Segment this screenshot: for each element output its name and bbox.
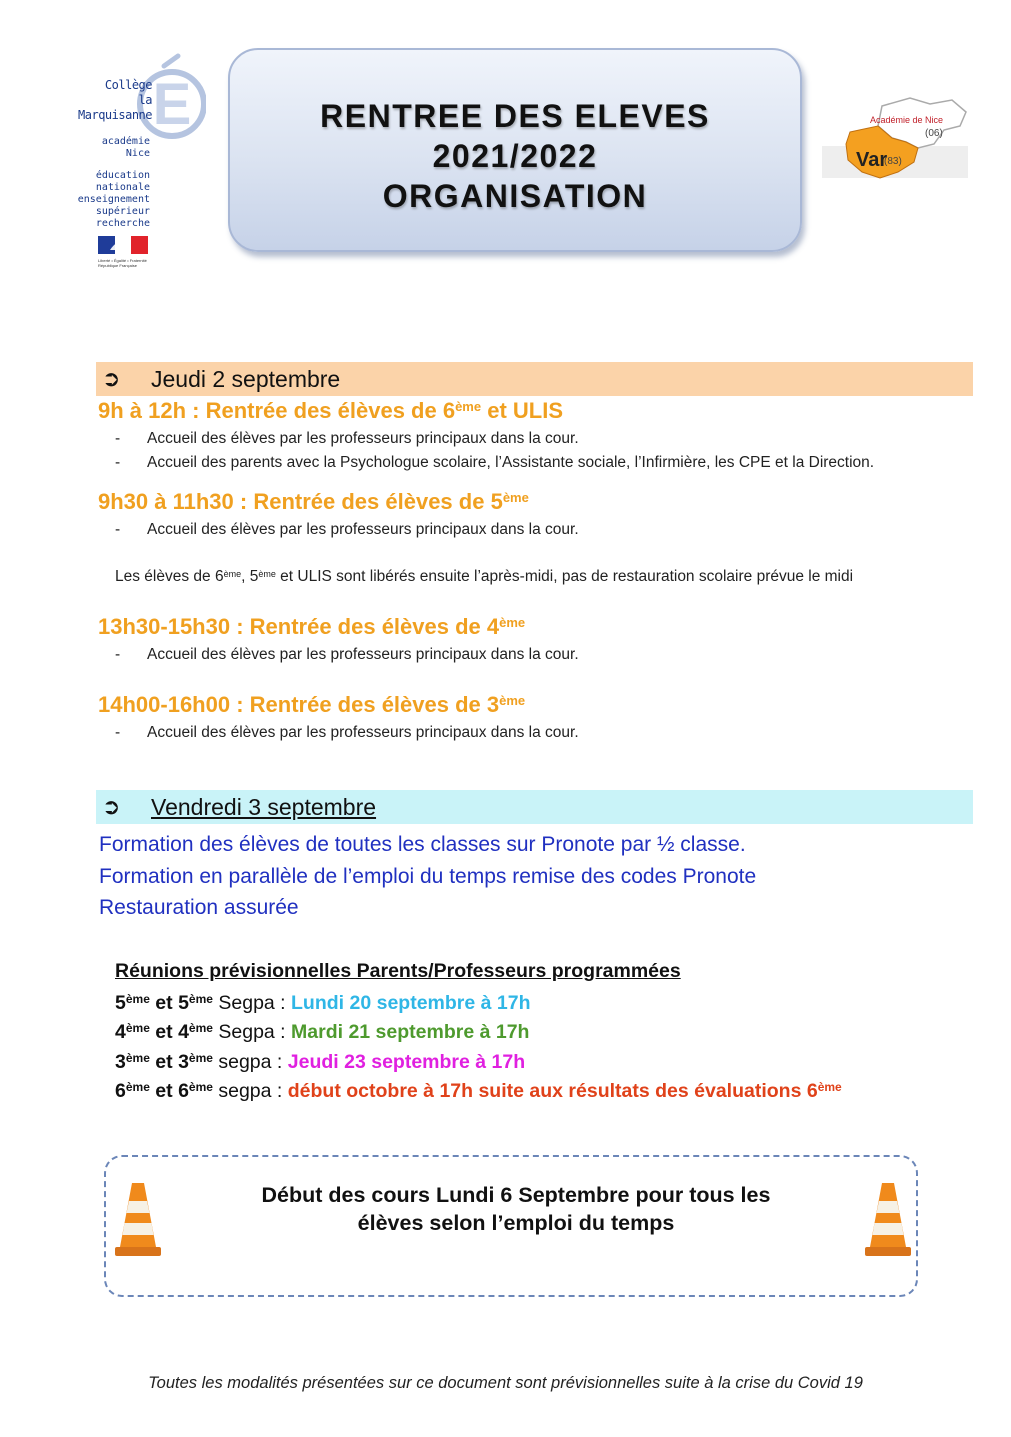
heading-4eme: 13h30-15h30 : Rentrée des élèves de 4ème bbox=[98, 614, 526, 639]
title-box bbox=[228, 48, 802, 252]
republic-flag-icon bbox=[98, 236, 148, 254]
svg-text:E: E bbox=[152, 72, 192, 137]
meeting-row: 5ème et 5ème Segpa : Lundi 20 septembre à 17h bbox=[115, 992, 531, 1014]
list-item: - Accueil des élèves par les professeurs principaux dans la cour. bbox=[115, 521, 579, 538]
meeting-row: 6ème et 6ème segpa : début octobre à 17h suite aux résultats des évaluations 6ème bbox=[115, 1080, 842, 1102]
day-label-jeudi: Jeudi 2 septembre bbox=[151, 366, 341, 392]
heading-6eme: 9h à 12h : Rentrée des élèves de 6ème et ULIS bbox=[98, 398, 564, 423]
svg-text:Académie de Nice: Académie de Nice bbox=[870, 115, 944, 125]
college-name: Collège la Marquisanne bbox=[78, 78, 152, 122]
ministry-text: éducation nationale enseignement supérieur recherche bbox=[77, 170, 150, 229]
footer-disclaimer: Toutes les modalités présentées sur ce document sont prévisionnelles suite à la crise du Covid 19 bbox=[148, 1374, 863, 1392]
meeting-row: 4ème et 4ème Segpa : Mardi 21 septembre à 17h bbox=[115, 1021, 530, 1043]
section-bar-jeudi bbox=[96, 362, 973, 396]
list-item: - Accueil des parents avec la Psychologue scolaire, l’Assistante sociale, l’Infirmière, les CPE et la Direction. bbox=[115, 454, 875, 471]
section-bar-vendredi bbox=[96, 790, 973, 824]
heading-5eme: 9h30 à 11h30 : Rentrée des élèves de 5ème bbox=[98, 489, 529, 514]
svg-text:(06): (06) bbox=[925, 128, 943, 139]
academy-map-icon bbox=[822, 92, 970, 202]
college-logo bbox=[72, 40, 202, 270]
meetings-title: Réunions prévisionnelles Parents/Professeurs programmées bbox=[115, 960, 681, 982]
traffic-cone-icon bbox=[114, 1179, 162, 1259]
list-item: - Accueil des élèves par les professeurs principaux dans la cour. bbox=[115, 430, 579, 447]
vendredi-line: Formation des élèves de toutes les classes sur Pronote par ½ classe. bbox=[99, 833, 746, 856]
arrow-icon: ➲ bbox=[102, 366, 121, 391]
title-line-2: 2021/2022 bbox=[432, 138, 598, 174]
notice-message: Début des cours Lundi 6 Septembre pour tous les élèves selon l’emploi du temps bbox=[261, 1183, 771, 1235]
svg-text:Var: Var bbox=[856, 149, 888, 171]
note-liberes: Les élèves de 6ème, 5ème et ULIS sont libérés ensuite l’après-midi, pas de restauration scolaire prévue le midi bbox=[115, 568, 854, 585]
traffic-cone-icon bbox=[864, 1179, 912, 1259]
list-item: - Accueil des élèves par les professeurs principaux dans la cour. bbox=[115, 646, 579, 663]
republic-text: Liberté • Égalité • Fraternité République Française bbox=[98, 258, 147, 268]
day-label-vendredi: Vendredi 3 septembre bbox=[151, 794, 377, 820]
svg-text:(83): (83) bbox=[884, 156, 902, 167]
vendredi-line: Restauration assurée bbox=[99, 896, 299, 919]
title-line-1: RENTREE DES ELEVES bbox=[320, 98, 710, 134]
arrow-icon: ➲ bbox=[102, 794, 121, 819]
start-of-classes-notice bbox=[104, 1155, 918, 1297]
title-line-3: ORGANISATION bbox=[382, 178, 648, 214]
meeting-row: 3ème et 3ème segpa : Jeudi 23 septembre à 17h bbox=[115, 1051, 526, 1073]
heading-3eme: 14h00-16h00 : Rentrée des élèves de 3ème bbox=[98, 692, 526, 717]
list-item: - Accueil des élèves par les professeurs principaux dans la cour. bbox=[115, 724, 579, 741]
academie-text: académie Nice bbox=[101, 136, 150, 159]
vendredi-line: Formation en parallèle de l’emploi du temps remise des codes Pronote bbox=[99, 865, 757, 888]
